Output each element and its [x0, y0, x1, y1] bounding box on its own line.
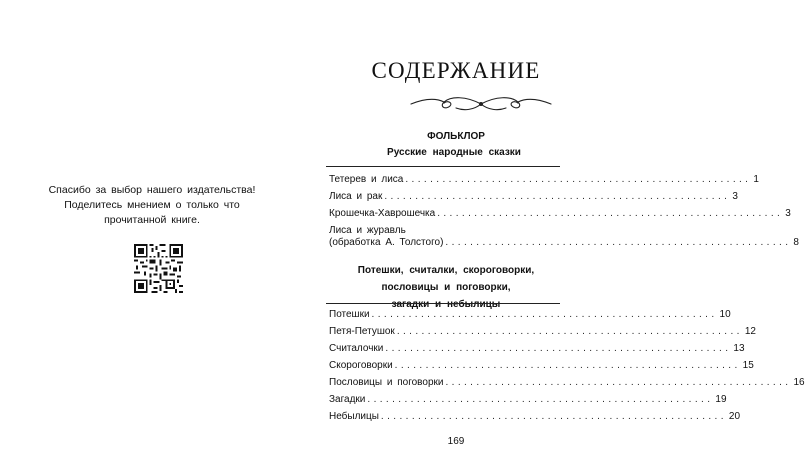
toc-entry-page: 13: [733, 343, 745, 354]
dot-leader: ........................................................: [380, 411, 727, 422]
toc-entry-page: 1: [753, 174, 759, 185]
toc-entry-page: 19: [715, 394, 727, 405]
toc-entry[interactable]: [329, 174, 759, 186]
toc-entry-title-continued: (обработка А. Толстого): [329, 237, 444, 248]
qr-code-icon[interactable]: [134, 244, 183, 293]
dot-leader: ........................................................: [367, 394, 714, 405]
toc-entry-title: Пословицы и поговорки: [329, 377, 444, 388]
thank-you-message: [40, 183, 264, 228]
section-heading: ФОЛЬКЛОР: [427, 131, 485, 142]
page-title: СОДЕРЖАНИЕ: [371, 58, 541, 83]
group-heading-line: пословицы и поговорки,: [381, 282, 511, 293]
toc-entry-title: Крошечка-Хаврошечка: [329, 208, 436, 219]
toc-entry-page: 15: [742, 360, 754, 371]
toc-entry-title: Считалочки: [329, 343, 384, 354]
toc-entry-title: Потешки: [329, 309, 370, 320]
toc-entry-title: Петя-Петушок: [329, 326, 395, 337]
toc-entry-title: Тетерев и лиса: [329, 174, 404, 185]
page-number: 169: [447, 436, 465, 447]
toc-entry-title: Скороговорки: [329, 360, 393, 371]
toc-entry-page: 3: [732, 191, 738, 202]
dot-leader: ........................................................: [405, 174, 752, 185]
thank-you-line: прочитанной книге.: [104, 214, 200, 226]
toc-entry[interactable]: [329, 191, 738, 203]
toc-entry-page: 3: [785, 208, 791, 219]
toc-entry-page: 16: [793, 377, 805, 388]
dot-leader: ........................................................: [396, 326, 743, 337]
toc-entry[interactable]: [329, 377, 805, 389]
toc-entry[interactable]: [329, 360, 754, 372]
thank-you-line: Спасибо за выбор нашего издательства!: [48, 184, 256, 196]
dot-leader: ........................................................: [371, 309, 718, 320]
toc-entry[interactable]: [329, 343, 745, 355]
group-heading-line: Потешки, считалки, скороговорки,: [357, 265, 535, 276]
toc-entry-page: 12: [744, 326, 756, 337]
group-heading: [334, 144, 574, 161]
toc-entry-page: 20: [728, 411, 741, 422]
toc-entry-title: Небылицы: [329, 411, 379, 422]
group-heading-line: Русские народные сказки: [387, 147, 521, 158]
dot-leader: ........................................................: [385, 343, 732, 354]
group-heading-line: загадки и небылицы: [391, 299, 501, 310]
divider: [326, 166, 560, 167]
toc-entry-title: Загадки: [329, 394, 366, 405]
left-page: [0, 0, 304, 472]
toc-entry-page: 8: [793, 237, 799, 248]
decorative-flourish-icon: [406, 94, 556, 114]
group-heading: [326, 262, 566, 313]
thank-you-line: Поделитесь мнением о только что: [64, 199, 240, 211]
dot-leader: ........................................................: [394, 360, 741, 371]
dot-leader: ........................................................: [445, 237, 792, 248]
dot-leader: ........................................................: [384, 191, 731, 202]
divider: [326, 303, 560, 304]
toc-entry[interactable]: [329, 394, 727, 406]
dot-leader: ........................................................: [445, 377, 792, 388]
toc-entry-title: Лиса и журавль: [329, 225, 406, 236]
right-page: [304, 0, 805, 472]
toc-entry[interactable]: [329, 326, 756, 338]
toc-entry-title: Лиса и рак: [329, 191, 383, 202]
toc-entry[interactable]: [329, 309, 731, 321]
toc-entry[interactable]: [329, 225, 799, 249]
toc-entry[interactable]: [329, 411, 741, 423]
toc-entry-page: 10: [719, 309, 731, 320]
toc-entry[interactable]: [329, 208, 791, 220]
dot-leader: ........................................................: [437, 208, 784, 219]
